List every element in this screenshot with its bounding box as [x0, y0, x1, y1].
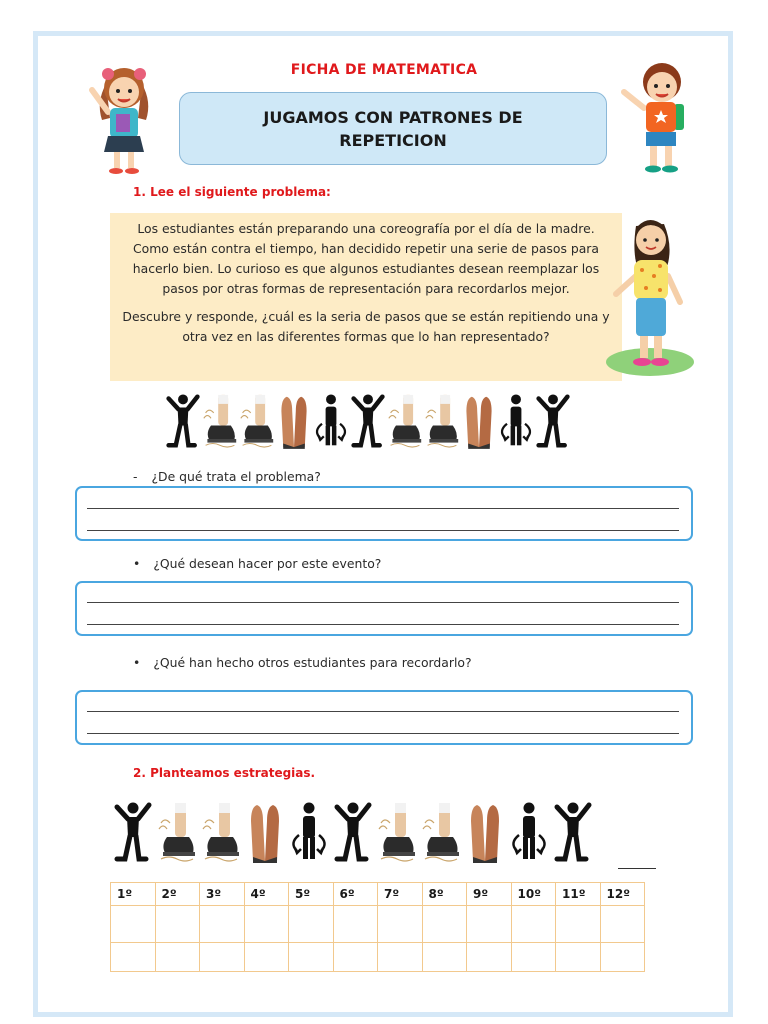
turning-person-icon [313, 388, 349, 454]
table-header-cell: 1º [111, 883, 156, 906]
title-line-1: JUGAMOS CON PATRONES DE [263, 107, 523, 127]
question-1 [133, 469, 321, 484]
table-answer-cell[interactable] [333, 943, 378, 972]
table-answer-cell[interactable] [556, 943, 601, 972]
dance-step-sequence-1 [165, 388, 571, 454]
worksheet-title [179, 92, 607, 165]
clapping-hands-icon [465, 798, 505, 866]
turning-person-icon [289, 798, 329, 866]
stomping-feet-icon [424, 388, 460, 454]
table-header-cell: 9º [467, 883, 512, 906]
boy-waving-illustration [620, 58, 694, 176]
answer-line [87, 733, 679, 734]
table-header-cell: 7º [378, 883, 423, 906]
stomping-feet-icon [239, 388, 275, 454]
problem-text-box [110, 213, 622, 381]
table-answer-cell[interactable] [467, 906, 512, 943]
stomping-feet-icon [201, 798, 241, 866]
answer-box-3[interactable] [75, 690, 693, 745]
table-answer-cell[interactable] [600, 943, 645, 972]
dance-step-sequence-2 [113, 798, 593, 866]
jumping-person-icon [165, 388, 201, 454]
table-header-cell: 10º [511, 883, 556, 906]
table-header-cell: 8º [422, 883, 467, 906]
question-1-marker: - [133, 469, 138, 484]
answer-line [87, 602, 679, 603]
question-3-text: ¿Qué han hecho otros estudiantes para recordarlo? [153, 655, 472, 670]
table-answer-cell[interactable] [200, 943, 245, 972]
question-1-text: ¿De qué trata el problema? [151, 469, 321, 484]
table-answer-cell[interactable] [289, 906, 334, 943]
table-answer-cell[interactable] [422, 943, 467, 972]
question-3 [133, 655, 472, 670]
pattern-table-header-row [111, 883, 645, 906]
title-line-2: REPETICION [339, 130, 447, 150]
problem-paragraph-2: Descubre y responde, ¿cuál es la seria de pasos que se están repitiendo una y otra vez en las diferentes formas que lo han representado? [122, 309, 610, 344]
table-answer-cell[interactable] [600, 906, 645, 943]
answer-line [87, 711, 679, 712]
table-header-cell: 5º [289, 883, 334, 906]
answer-line [87, 508, 679, 509]
pattern-table-row [111, 943, 645, 972]
table-answer-cell[interactable] [422, 906, 467, 943]
pattern-table [110, 882, 645, 972]
table-answer-cell[interactable] [289, 943, 334, 972]
question-2-marker: • [133, 556, 141, 571]
jumping-person-icon [553, 798, 593, 866]
table-answer-cell[interactable] [244, 906, 289, 943]
table-header-cell: 3º [200, 883, 245, 906]
jumping-person-icon [535, 388, 571, 454]
answer-box-1[interactable] [75, 486, 693, 541]
jumping-person-icon [350, 388, 386, 454]
girl-waving-illustration [88, 62, 160, 176]
table-header-cell: 12º [600, 883, 645, 906]
table-answer-cell[interactable] [467, 943, 512, 972]
table-answer-cell[interactable] [556, 906, 601, 943]
jumping-person-icon [333, 798, 373, 866]
clapping-hands-icon [276, 388, 312, 454]
table-answer-cell[interactable] [244, 943, 289, 972]
stomping-feet-icon [387, 388, 423, 454]
problem-paragraph-1: Los estudiantes están preparando una coreografía por el día de la madre. Como están contra el tiempo, han decidido repetir una serie de pasos para hacerlo bien. Lo curioso es que algunos estudiantes desean reemplazar los pasos por otras formas de representación para recordarlos mejor. [132, 221, 600, 296]
answer-line [87, 530, 679, 531]
table-answer-cell[interactable] [378, 906, 423, 943]
table-header-cell: 2º [155, 883, 200, 906]
table-answer-cell[interactable] [511, 943, 556, 972]
question-2 [133, 556, 381, 571]
table-header-cell: 11º [556, 883, 601, 906]
answer-box-2[interactable] [75, 581, 693, 636]
answer-line [87, 624, 679, 625]
table-answer-cell[interactable] [111, 906, 156, 943]
worksheet-header: FICHA DE MATEMATICA [290, 62, 478, 78]
question-3-marker: • [133, 655, 141, 670]
table-header-cell: 6º [333, 883, 378, 906]
stomping-feet-icon [377, 798, 417, 866]
clapping-hands-icon [461, 388, 497, 454]
turning-person-icon [509, 798, 549, 866]
table-header-cell: 4º [244, 883, 289, 906]
table-answer-cell[interactable] [200, 906, 245, 943]
table-answer-cell[interactable] [333, 906, 378, 943]
stomping-feet-icon [202, 388, 238, 454]
table-answer-cell[interactable] [111, 943, 156, 972]
section-1-heading: 1. Lee el siguiente problema: [133, 185, 331, 199]
clapping-hands-icon [245, 798, 285, 866]
stomping-feet-icon [157, 798, 197, 866]
pattern-table-row [111, 906, 645, 943]
blank-line [618, 868, 656, 869]
jumping-person-icon [113, 798, 153, 866]
table-answer-cell[interactable] [155, 906, 200, 943]
table-answer-cell[interactable] [511, 906, 556, 943]
question-2-text: ¿Qué desean hacer por este evento? [153, 556, 382, 571]
table-answer-cell[interactable] [378, 943, 423, 972]
stomping-feet-icon [421, 798, 461, 866]
table-answer-cell[interactable] [155, 943, 200, 972]
turning-person-icon [498, 388, 534, 454]
girl-standing-illustration [602, 212, 702, 382]
section-2-heading: 2. Planteamos estrategias. [133, 766, 316, 780]
